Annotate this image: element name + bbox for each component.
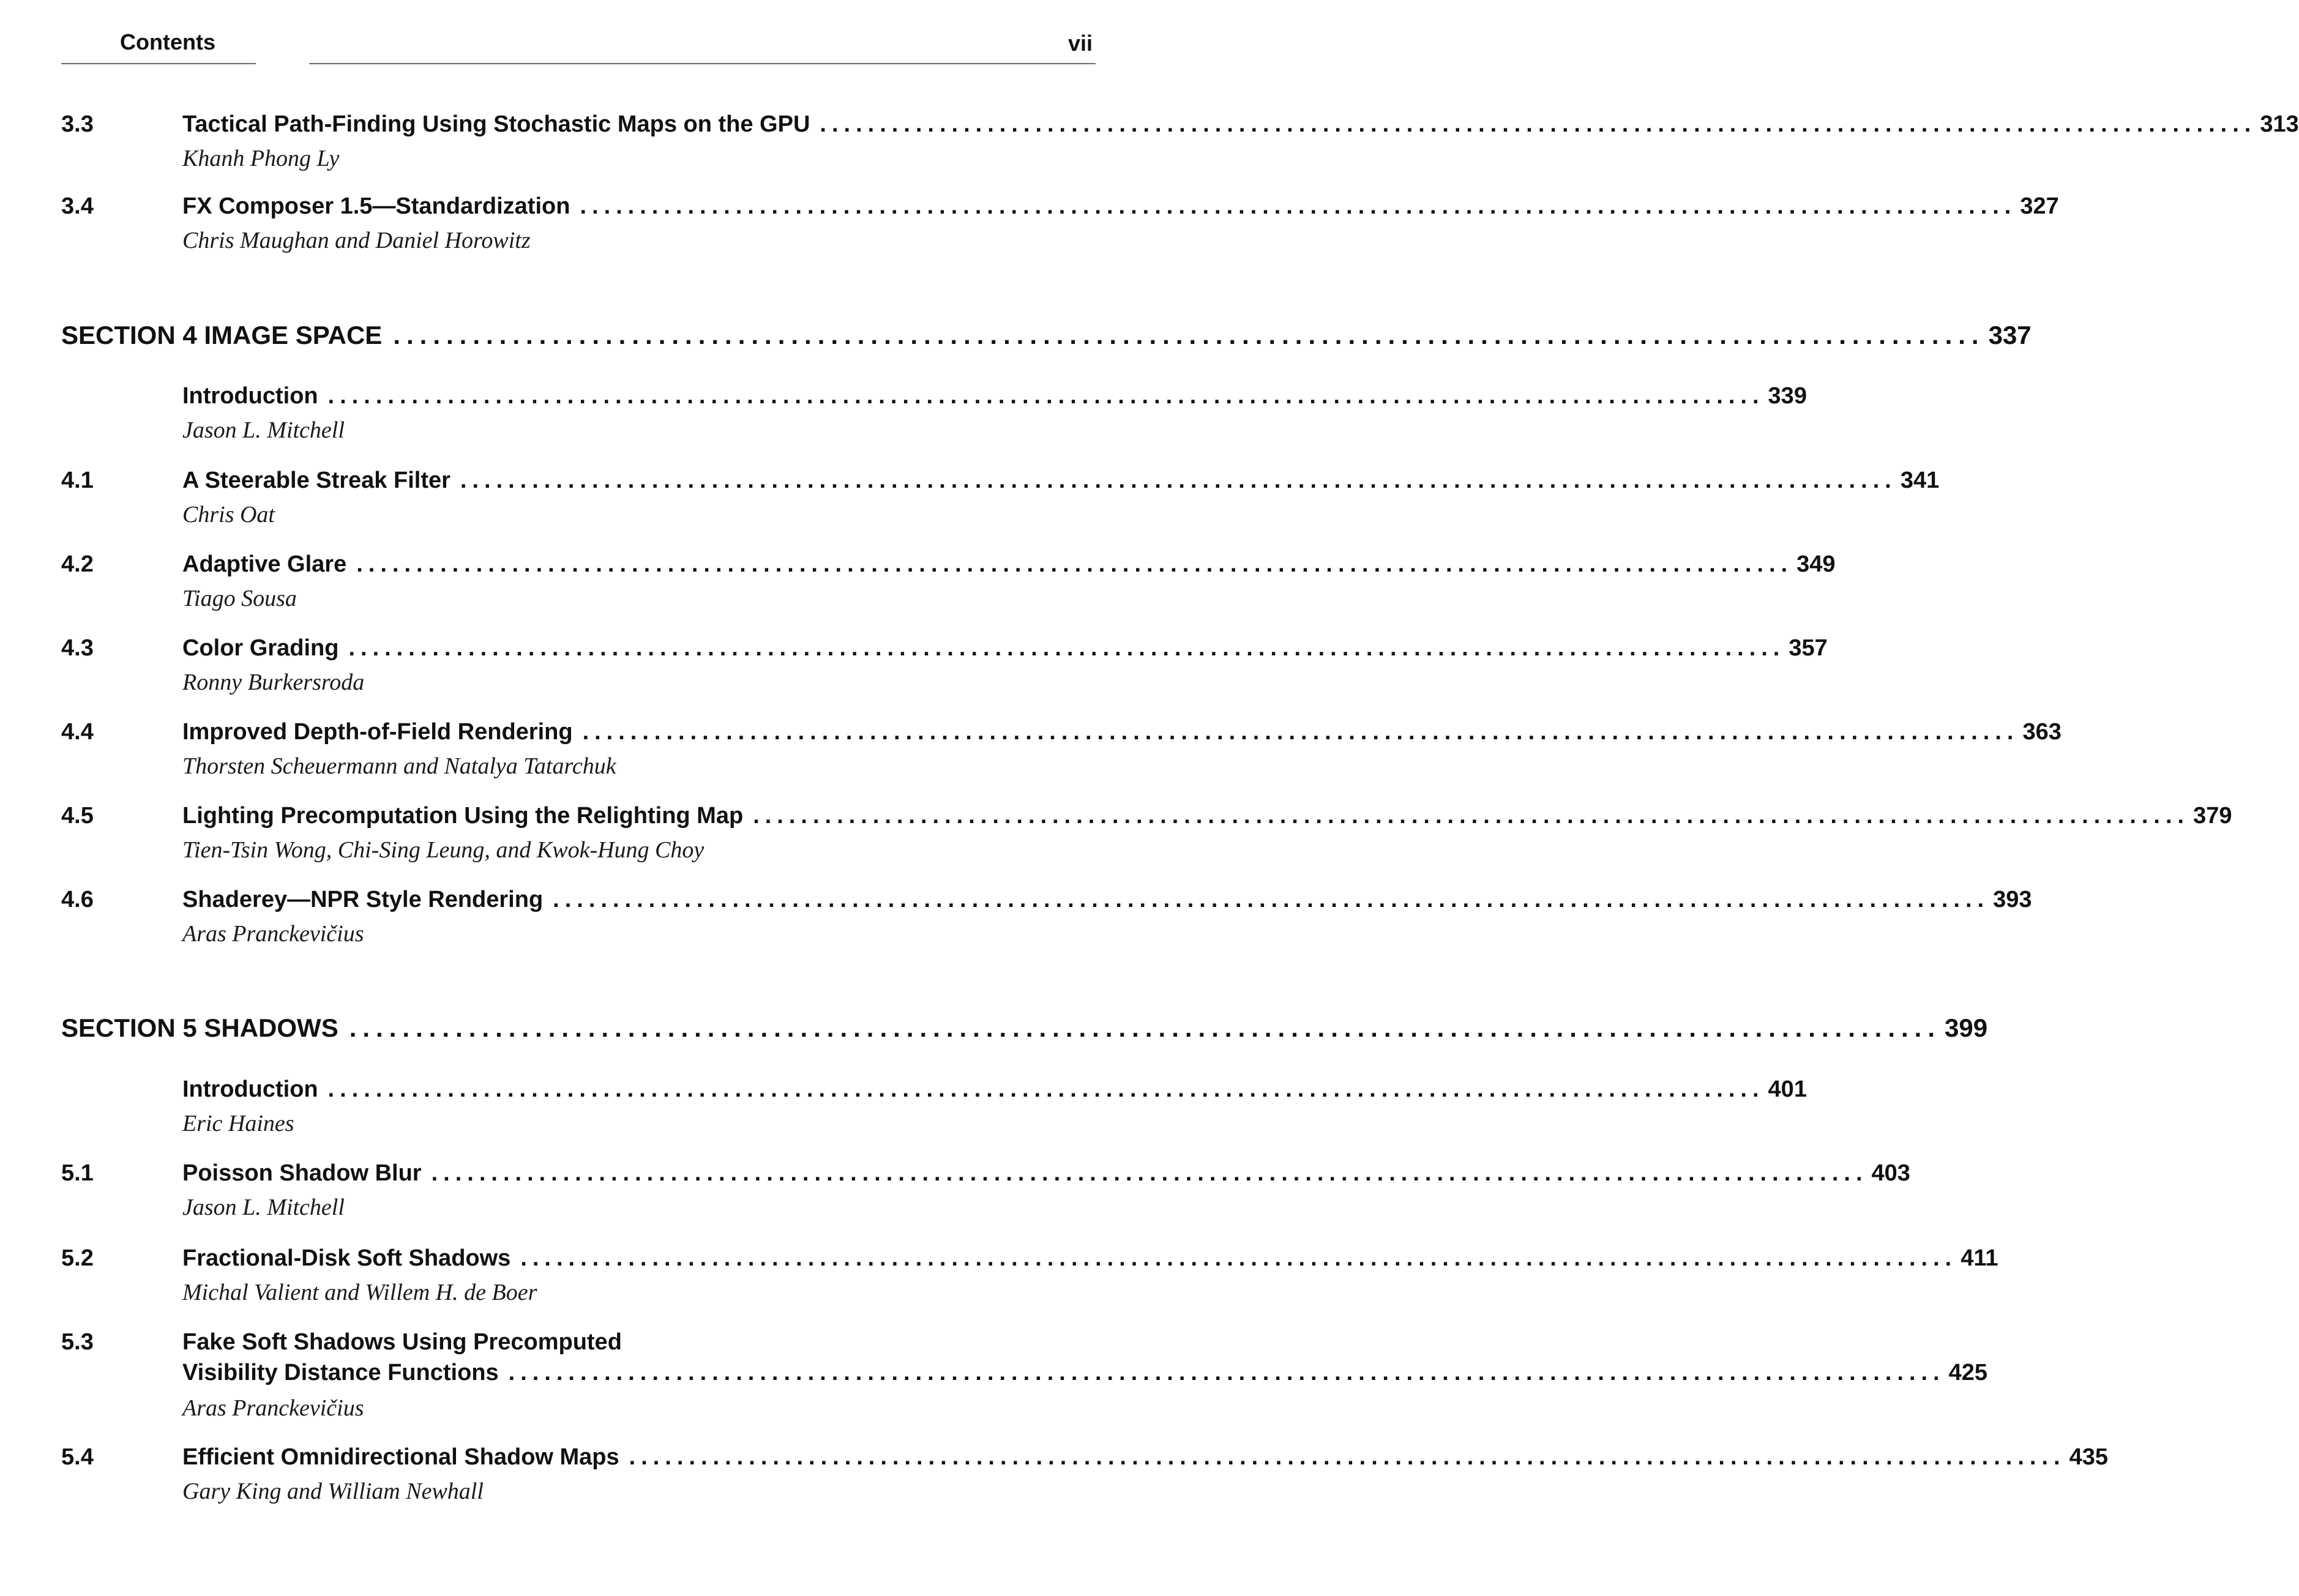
entry-number: 4.2 [61, 551, 94, 577]
entry-author: Eric Haines [182, 1111, 294, 1136]
dot-leader: ........................................................................................................................ [508, 1360, 1945, 1385]
entry-author: Ronny Burkersroda [182, 669, 365, 695]
entry-title: Adaptive Glare [182, 551, 347, 577]
entry-title: Introduction [182, 1076, 318, 1102]
entry-title-line [182, 465, 1940, 496]
entry-author: Tien-Tsin Wong, Chi-Sing Leung, and Kwok-Hung Choy [182, 837, 705, 863]
entry-title: Shaderey—NPR Style Rendering [182, 887, 544, 912]
entry-author: Jason L. Mitchell [182, 1195, 345, 1220]
entry-page: 401 [1768, 1076, 1807, 1102]
entry-author: Michal Valient and Willem H. de Boer [182, 1280, 537, 1305]
entry-page: 341 [1900, 468, 1940, 493]
entry-page: 327 [2020, 193, 2059, 219]
entry-number: 5.1 [61, 1160, 94, 1186]
entry-author: Tiago Sousa [182, 586, 297, 611]
entry-title-line [182, 1243, 1998, 1273]
dot-leader: ........................................................................................................................ [327, 383, 1765, 409]
entry-number: 5.2 [61, 1245, 94, 1271]
entry-page: 425 [1948, 1360, 1987, 1385]
dot-leader: ........................................................................................................................ [582, 719, 2019, 745]
entry-author: Aras Pranckevičius [182, 921, 364, 947]
entry-title-line [182, 549, 1836, 580]
dot-leader: ........................................................................................................................ [460, 468, 1897, 493]
entry-title: Poisson Shadow Blur [182, 1160, 422, 1186]
dot-leader: ........................................................................................................................ [580, 193, 2017, 219]
entry-author: Thorsten Scheuermann and Natalya Tatarchuk [182, 753, 616, 779]
entry-title-line [182, 381, 1807, 411]
running-header-title: Contents [120, 29, 215, 54]
entry-page: 393 [1993, 887, 2032, 912]
header-rule-left [61, 63, 256, 64]
dot-leader: ........................................................................................................................ [327, 1076, 1765, 1102]
entry-title: A Steerable Streak Filter [182, 468, 450, 493]
entry-title-first-line: Fake Soft Shadows Using Precomputed [182, 1329, 622, 1355]
section-page: 399 [1945, 1013, 1988, 1042]
section-heading [61, 1011, 1988, 1045]
entry-page: 357 [1789, 635, 1828, 661]
dot-leader: ........................................................................................................................ [753, 803, 2190, 829]
entry-author: Khanh Phong Ly [182, 146, 340, 171]
entry-author: Chris Maughan and Daniel Horowitz [182, 228, 531, 253]
entry-number: 3.3 [61, 111, 94, 137]
entry-number: 4.4 [61, 719, 94, 745]
entry-title-line [182, 633, 1828, 663]
entry-author: Jason L. Mitchell [182, 417, 345, 443]
entry-author: Aras Pranckevičius [182, 1395, 364, 1421]
section-heading [61, 318, 2032, 352]
entry-title: Lighting Precomputation Using the Relighting Map [182, 803, 744, 829]
section-title: SECTION 5 SHADOWS [61, 1013, 338, 1042]
entry-page: 435 [2069, 1444, 2108, 1470]
entry-number: 5.4 [61, 1444, 94, 1470]
entry-number: 4.1 [61, 468, 94, 493]
entry-number: 4.6 [61, 887, 94, 912]
entry-author: Gary King and William Newhall [182, 1479, 484, 1504]
entry-number: 5.3 [61, 1329, 94, 1355]
dot-leader: ........................................................................................................................ [520, 1245, 1957, 1271]
entry-title-line [182, 1442, 2108, 1472]
dot-leader: ........................................................................................................................ [553, 887, 1990, 912]
entry-title-line [182, 884, 2032, 915]
entry-page: 363 [2022, 719, 2062, 745]
section-page: 337 [1988, 321, 2032, 349]
entry-page: 411 [1961, 1245, 1998, 1271]
dot-leader: ........................................................................................................................ [629, 1444, 2066, 1470]
section-title: SECTION 4 IMAGE SPACE [61, 321, 383, 349]
entry-number: 4.3 [61, 635, 94, 661]
entry-title: Improved Depth-of-Field Rendering [182, 719, 573, 745]
entry-author: Chris Oat [182, 502, 275, 528]
dot-leader: ........................................................................................................................ [393, 321, 1985, 349]
entry-title-line [182, 800, 2232, 831]
entry-title-line [182, 109, 2299, 140]
dot-leader: ........................................................................................................................ [820, 111, 2257, 137]
entry-number: 4.5 [61, 803, 94, 829]
dot-leader: ........................................................................................................................ [431, 1160, 1868, 1186]
dot-leader: ........................................................................................................................ [349, 1013, 1941, 1042]
page-number: vii [1067, 31, 1093, 56]
entry-title: Visibility Distance Functions [182, 1360, 499, 1385]
entry-page: 313 [2260, 111, 2299, 137]
entry-title-line [182, 191, 2059, 222]
entry-title: FX Composer 1.5—Standardization [182, 193, 570, 219]
entry-number: 3.4 [61, 193, 94, 219]
entry-title-line [182, 1158, 1910, 1188]
entry-page: 339 [1768, 383, 1807, 409]
entry-title: Fractional-Disk Soft Shadows [182, 1245, 511, 1271]
entry-title: Color Grading [182, 635, 339, 661]
entry-page: 403 [1871, 1160, 1910, 1186]
entry-page: 349 [1796, 551, 1836, 577]
entry-title-line [182, 717, 2062, 747]
entry-title-line [182, 1357, 1987, 1388]
entry-title: Efficient Omnidirectional Shadow Maps [182, 1444, 619, 1470]
dot-leader: ........................................................................................................................ [348, 635, 1785, 661]
entry-title: Introduction [182, 383, 318, 409]
entry-title: Tactical Path-Finding Using Stochastic Maps on the GPU [182, 111, 810, 137]
dot-leader: ........................................................................................................................ [356, 551, 1793, 577]
entry-page: 379 [2193, 803, 2232, 829]
header-rule-right [309, 63, 1096, 64]
entry-title-line [182, 1074, 1807, 1105]
